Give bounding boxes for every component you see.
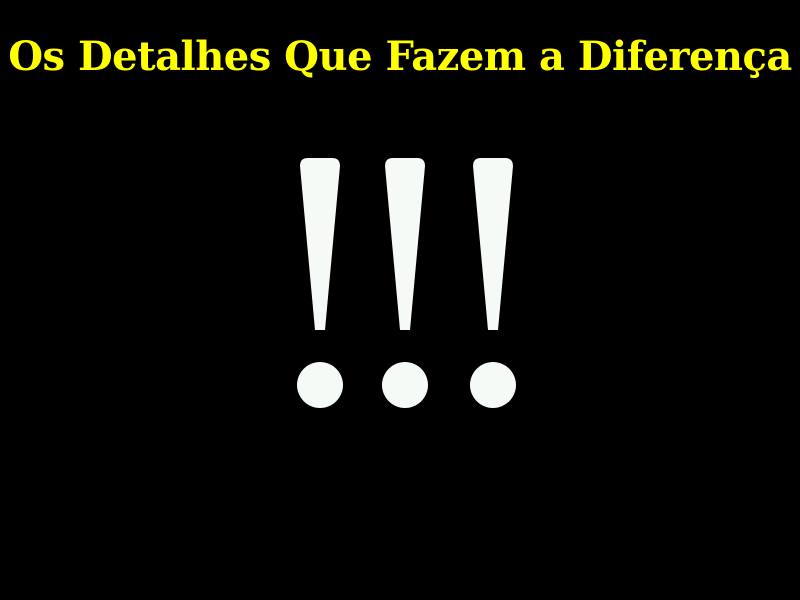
- slide-title: Os Detalhes Que Fazem a Diferença: [8, 33, 792, 80]
- exclamation-mark-2-icon: [382, 158, 428, 408]
- exclamation-mark-3-icon: [470, 158, 516, 408]
- exclamation-mark-1-icon: [297, 158, 343, 408]
- triple-exclamation-icon: [280, 150, 540, 420]
- exclamation-marks-graphic: [280, 150, 540, 420]
